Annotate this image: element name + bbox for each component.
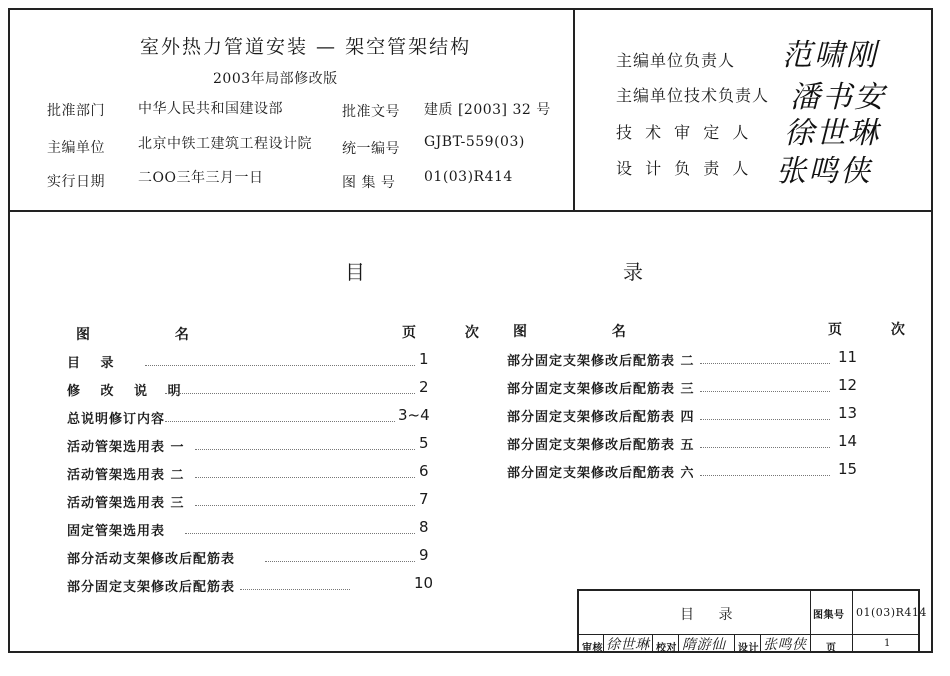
cell-divider bbox=[734, 635, 735, 653]
toc-col-page-left: 页 次 bbox=[402, 325, 501, 341]
approval-dept-label: 批准部门 bbox=[47, 103, 105, 119]
effective-date-label: 实行日期 bbox=[47, 174, 105, 190]
design-label: 设计 bbox=[738, 643, 759, 654]
leader-dots bbox=[700, 475, 830, 476]
title-block-divider bbox=[852, 589, 853, 653]
chief-unit-value: 北京中铁工建筑工程设计院 bbox=[138, 136, 312, 152]
signature-tech-head: 潘书安 bbox=[790, 80, 886, 115]
page-cell-value: 1 bbox=[884, 638, 891, 649]
toc-item-name: 活动管架选用表 一 bbox=[67, 440, 185, 455]
toc-item-name: 部分活动支架修改后配筋表 bbox=[67, 552, 236, 567]
leader-dots bbox=[195, 449, 415, 450]
leader-dots bbox=[145, 365, 415, 366]
cell-divider bbox=[603, 635, 604, 653]
leader-dots bbox=[240, 589, 350, 590]
design-head-label: 设 计 负 责 人 bbox=[616, 159, 753, 178]
toc-item-name: 修 改 说 明 bbox=[67, 384, 189, 399]
leader-dots bbox=[195, 505, 415, 506]
header-vertical-divider bbox=[573, 8, 575, 211]
leader-dots bbox=[265, 561, 415, 562]
cell-divider bbox=[678, 635, 679, 653]
toc-item-page: 13 bbox=[838, 404, 858, 422]
chief-unit-label: 主编单位 bbox=[47, 140, 105, 156]
toc-item-page: 15 bbox=[838, 460, 858, 478]
toc-item-page: 11 bbox=[838, 348, 858, 366]
leader-dots bbox=[165, 393, 415, 394]
toc-item-page: 2 bbox=[419, 378, 429, 396]
toc-heading-right: 录 bbox=[623, 260, 644, 284]
toc-item-name: 活动管架选用表 二 bbox=[67, 468, 185, 483]
tech-reviewer-label: 技 术 审 定 人 bbox=[616, 123, 753, 142]
chief-unit-tech-head-label: 主编单位技术负责人 bbox=[616, 86, 770, 105]
toc-item-page: 5 bbox=[419, 434, 429, 452]
review-signature: 徐世琳 bbox=[606, 637, 650, 653]
toc-item-page: 14 bbox=[838, 432, 858, 450]
effective-date-value: 二OO三年三月一日 bbox=[138, 170, 264, 186]
atlas-title: 室外热力管道安装 — 架空管架结构 bbox=[140, 36, 472, 58]
check-signature: 隋游仙 bbox=[682, 637, 726, 653]
leader-dots bbox=[700, 363, 830, 364]
signature-reviewer: 徐世琳 bbox=[784, 116, 880, 151]
leader-dots bbox=[700, 447, 830, 448]
cell-divider bbox=[652, 635, 653, 653]
toc-col-name-right: 图 名 bbox=[513, 324, 666, 340]
toc-item-name: 部分固定支架修改后配筋表 二 bbox=[507, 354, 695, 369]
leader-dots bbox=[700, 391, 830, 392]
toc-item-page: 6 bbox=[419, 462, 429, 480]
atlas-no-cell-label: 图集号 bbox=[813, 610, 845, 621]
toc-item-name: 目 录 bbox=[67, 356, 122, 371]
toc-item-page: 12 bbox=[838, 376, 858, 394]
unified-no-label: 统一编号 bbox=[342, 141, 400, 157]
toc-item-page: 7 bbox=[419, 490, 429, 508]
toc-col-page-right: 页 次 bbox=[828, 322, 927, 338]
signature-chief-head: 范啸刚 bbox=[782, 38, 878, 73]
atlas-no-label: 图 集 号 bbox=[342, 175, 396, 191]
toc-item-name: 固定管架选用表 bbox=[67, 524, 166, 539]
approval-no-label: 批准文号 bbox=[342, 104, 400, 120]
title-block-divider bbox=[810, 589, 811, 653]
atlas-no-value: 01(03)R414 bbox=[424, 169, 513, 185]
unified-no-value: GJBT-559(03) bbox=[424, 134, 525, 150]
review-label: 审核 bbox=[582, 643, 603, 654]
toc-item-page: 1 bbox=[419, 350, 429, 368]
leader-dots bbox=[700, 419, 830, 420]
edition-label: 2003年局部修改版 bbox=[213, 71, 338, 87]
toc-item-page: 9 bbox=[419, 546, 429, 564]
toc-item-name: 部分固定支架修改后配筋表 三 bbox=[507, 382, 695, 397]
toc-item-name: 部分固定支架修改后配筋表 五 bbox=[507, 438, 695, 453]
atlas-no-cell-value: 01(03)R414 bbox=[856, 606, 927, 619]
toc-item-name: 总说明修订内容 bbox=[67, 412, 166, 427]
toc-item-name: 部分固定支架修改后配筋表 四 bbox=[507, 410, 695, 425]
approval-no-value: 建质 [2003] 32 号 bbox=[424, 102, 551, 118]
check-label: 校对 bbox=[656, 643, 677, 654]
toc-item-name: 部分固定支架修改后配筋表 bbox=[67, 580, 236, 595]
design-signature: 张鸣侠 bbox=[763, 637, 807, 653]
leader-dots bbox=[185, 533, 415, 534]
toc-item-page: 3~4 bbox=[398, 406, 430, 424]
header-divider bbox=[8, 210, 933, 212]
sheet-title: 目 录 bbox=[680, 607, 743, 623]
leader-dots bbox=[195, 477, 415, 478]
leader-dots bbox=[165, 421, 395, 422]
toc-col-name-left: 图 名 bbox=[76, 327, 229, 343]
chief-unit-head-label: 主编单位负责人 bbox=[616, 51, 736, 70]
toc-item-page: 8 bbox=[419, 518, 429, 536]
toc-heading-left: 目 bbox=[345, 260, 366, 284]
cell-divider bbox=[760, 635, 761, 653]
page-cell-label: 页 bbox=[826, 643, 837, 654]
toc-item-name: 活动管架选用表 三 bbox=[67, 496, 185, 511]
signature-design-head: 张鸣侠 bbox=[776, 154, 872, 189]
approval-dept-value: 中华人民共和国建设部 bbox=[138, 101, 283, 117]
toc-item-name: 部分固定支架修改后配筋表 六 bbox=[507, 466, 695, 481]
toc-item-page: 10 bbox=[414, 574, 434, 592]
